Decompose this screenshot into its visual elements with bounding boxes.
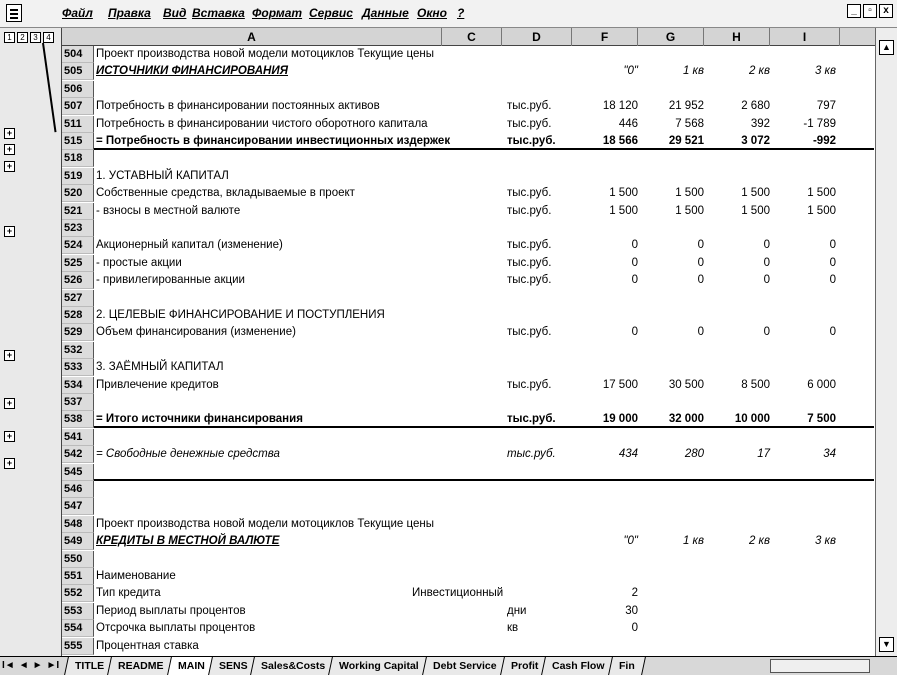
- cell-label[interactable]: 3. ЗАЁМНЫЙ КАПИТАЛ: [96, 361, 224, 374]
- sheet-tab-label: Profit: [510, 660, 539, 672]
- row-number[interactable]: 528: [62, 307, 94, 324]
- row-number[interactable]: 519: [62, 168, 94, 185]
- cell-value[interactable]: 1 500: [675, 187, 704, 200]
- tab-navigation: [2, 660, 59, 671]
- cell-label[interactable]: Наименование: [96, 570, 176, 582]
- cell-unit[interactable]: тыс.руб.: [507, 204, 552, 217]
- cell-unit[interactable]: тыс.руб.: [507, 378, 552, 391]
- column-header-h[interactable]: H: [704, 28, 770, 46]
- row-number[interactable]: 542: [62, 446, 94, 463]
- table-row: [62, 533, 874, 550]
- table-row: [62, 620, 874, 637]
- outline-expand-icon[interactable]: +: [4, 458, 15, 469]
- scroll-up-arrow-icon[interactable]: ▲: [879, 40, 894, 55]
- row-number[interactable]: 511: [62, 116, 94, 133]
- outline-level-button[interactable]: 2: [17, 32, 28, 43]
- restore-icon[interactable]: ▫: [863, 4, 877, 18]
- row-number[interactable]: 550: [62, 551, 94, 568]
- row-number[interactable]: 533: [62, 359, 94, 376]
- cell-value[interactable]: 0: [631, 622, 638, 635]
- cell-unit[interactable]: тыс.руб.: [507, 100, 552, 113]
- workbook-icon[interactable]: [6, 4, 22, 22]
- outline-expand-icon[interactable]: +: [4, 226, 15, 237]
- cell-value[interactable]: 10 000: [734, 413, 770, 426]
- cell-value[interactable]: 30 500: [668, 378, 704, 391]
- row-number[interactable]: 525: [62, 255, 94, 272]
- table-row: [62, 185, 874, 202]
- cell-value[interactable]: 0: [829, 274, 836, 287]
- cell-unit[interactable]: кв: [507, 622, 519, 635]
- menu-item[interactable]: Данные: [362, 6, 409, 20]
- cell-value[interactable]: 0: [763, 239, 770, 252]
- outline-level-button[interactable]: 4: [43, 32, 54, 43]
- cell-value[interactable]: 1 кв: [682, 65, 704, 78]
- row-number[interactable]: 538: [62, 411, 94, 428]
- cell-unit[interactable]: тыс.руб.: [507, 326, 552, 339]
- table-row: [62, 638, 874, 655]
- sheet-tab[interactable]: [608, 657, 646, 675]
- cell-value[interactable]: 1 500: [741, 204, 770, 217]
- cell-value[interactable]: 3 072: [741, 135, 770, 147]
- cell-value[interactable]: 29 521: [668, 135, 704, 147]
- cell-value[interactable]: 1 500: [609, 204, 638, 217]
- column-header-c[interactable]: C: [442, 28, 502, 46]
- cell-label[interactable]: Период выплаты процентов: [96, 604, 246, 617]
- row-number[interactable]: 546: [62, 481, 94, 498]
- cell-value[interactable]: 280: [684, 448, 704, 461]
- minimize-icon[interactable]: _: [847, 4, 861, 18]
- sheet-tab-label: Cash Flow: [552, 660, 605, 672]
- cell-value[interactable]: 0: [763, 256, 770, 269]
- row-number[interactable]: 521: [62, 203, 94, 220]
- row-number[interactable]: 547: [62, 498, 94, 515]
- cell-label[interactable]: = Свободные денежные средства: [96, 448, 280, 461]
- sheet-tab[interactable]: [328, 657, 430, 675]
- table-row: [62, 63, 874, 80]
- table-row: [62, 377, 874, 394]
- menu-item[interactable]: Файл: [62, 6, 93, 20]
- cell-value[interactable]: 0: [829, 239, 836, 252]
- cell-value[interactable]: 0: [697, 326, 704, 339]
- cell-label[interactable]: = Потребность в финансировании инвестиционных издержек: [96, 135, 451, 147]
- table-row: [62, 603, 874, 620]
- cell-value[interactable]: 8 500: [741, 378, 770, 391]
- cell-value[interactable]: 7 500: [807, 413, 836, 426]
- table-row: [62, 324, 874, 341]
- table-row: [62, 307, 874, 324]
- table-row: [62, 46, 874, 63]
- cell-value[interactable]: 1 500: [741, 187, 770, 200]
- table-row: [62, 394, 874, 411]
- table-row: [62, 203, 874, 220]
- row-number[interactable]: 549: [62, 533, 94, 550]
- cell-label[interactable]: - взносы в местной валюте: [96, 204, 241, 217]
- column-header-g[interactable]: G: [638, 28, 704, 46]
- row-number[interactable]: 523: [62, 220, 94, 237]
- table-row: [62, 446, 874, 463]
- outline-expand-icon[interactable]: +: [4, 350, 15, 361]
- outline-expand-icon[interactable]: +: [4, 128, 15, 139]
- cell-value[interactable]: 0: [697, 274, 704, 287]
- sheet-tab-label: Sales&Costs: [261, 660, 326, 672]
- scroll-down-arrow-icon[interactable]: ▼: [879, 637, 894, 652]
- table-row: [62, 464, 874, 481]
- cell-value[interactable]: 0: [763, 326, 770, 339]
- table-row: [62, 116, 874, 133]
- cell-label[interactable]: 1. УСТАВНЫЙ КАПИТАЛ: [96, 169, 229, 182]
- column-header-a[interactable]: A: [62, 28, 442, 46]
- table-row: [62, 220, 874, 237]
- row-number[interactable]: 532: [62, 342, 94, 359]
- cell-value[interactable]: 2 кв: [748, 65, 770, 78]
- cell-unit[interactable]: тыс.руб.: [507, 256, 552, 269]
- cell-value[interactable]: 34: [823, 448, 836, 461]
- row-number[interactable]: 541: [62, 429, 94, 446]
- outline-gutter: [0, 28, 62, 656]
- sheet-tab-label: Fin: [618, 660, 635, 672]
- spreadsheet-grid[interactable]: [62, 46, 874, 656]
- cell-value[interactable]: 2 кв: [748, 535, 770, 548]
- cell-value[interactable]: 0: [631, 239, 638, 252]
- cell-value[interactable]: 0: [631, 274, 638, 287]
- row-number[interactable]: 515: [62, 133, 94, 150]
- cell-label[interactable]: - простые акции: [96, 256, 182, 269]
- cell-value[interactable]: 0: [631, 326, 638, 339]
- cell-label[interactable]: Тип кредита: [96, 587, 161, 600]
- sheet-tab-label: SENS: [218, 660, 248, 672]
- row-number[interactable]: 555: [62, 638, 94, 655]
- cell-unit[interactable]: тыс.руб.: [507, 413, 556, 426]
- cell-label[interactable]: = Итого источники финансирования: [96, 413, 303, 426]
- sheet-tab[interactable]: [250, 657, 336, 675]
- cell-value[interactable]: 17 500: [602, 378, 638, 391]
- cell-value[interactable]: 21 952: [668, 100, 704, 113]
- cell-value[interactable]: 434: [618, 448, 638, 461]
- cell-value[interactable]: 30: [625, 604, 638, 617]
- table-row: [62, 150, 874, 167]
- table-row: [62, 81, 874, 98]
- cell-value[interactable]: "0": [623, 535, 638, 548]
- outline-expand-icon[interactable]: +: [4, 144, 15, 155]
- cell-value[interactable]: -992: [812, 135, 836, 147]
- cell-value[interactable]: 392: [750, 117, 770, 130]
- cell-unit[interactable]: тыс.руб.: [507, 187, 552, 200]
- row-number[interactable]: 537: [62, 394, 94, 411]
- row-number[interactable]: 552: [62, 585, 94, 602]
- row-number[interactable]: 551: [62, 568, 94, 585]
- cell-value[interactable]: -1 789: [803, 117, 836, 130]
- table-row: [62, 359, 874, 376]
- menu-item[interactable]: Правка: [108, 6, 151, 20]
- tab-nav-arrow-icon[interactable]: ►: [32, 660, 43, 671]
- cell-label[interactable]: Объем финансирования (изменение): [96, 326, 296, 339]
- cell-value[interactable]: 0: [631, 256, 638, 269]
- table-row: [62, 568, 874, 585]
- table-row: [62, 429, 874, 446]
- table-row: [62, 168, 874, 185]
- outline-bracket: [42, 43, 57, 132]
- cell-value[interactable]: 2: [631, 587, 638, 600]
- window-controls: [847, 4, 893, 18]
- outline-level-buttons: [4, 32, 54, 43]
- row-number[interactable]: 545: [62, 464, 94, 481]
- cell-value[interactable]: 17: [757, 448, 770, 461]
- sheet-tab-bar: [0, 656, 897, 675]
- menu-item[interactable]: Формат: [252, 6, 303, 20]
- sheet-tab[interactable]: [541, 657, 615, 675]
- table-row: [62, 290, 874, 307]
- cell-label[interactable]: 2. ЦЕЛЕВЫЕ ФИНАНСИРОВАНИЕ И ПОСТУПЛЕНИЯ: [96, 309, 385, 321]
- column-header-f[interactable]: F: [572, 28, 638, 46]
- row-number[interactable]: 534: [62, 377, 94, 394]
- cell-value[interactable]: 2 680: [741, 100, 770, 113]
- outline-level-button[interactable]: 3: [30, 32, 41, 43]
- outline-level-button[interactable]: 1: [4, 32, 15, 43]
- menu-item[interactable]: Вид: [163, 6, 187, 20]
- row-number[interactable]: 505: [62, 63, 94, 80]
- tab-nav-arrow-icon[interactable]: ►I: [46, 660, 60, 671]
- table-row: [62, 411, 874, 428]
- table-row: [62, 342, 874, 359]
- cell-unit[interactable]: тыс.руб.: [507, 117, 552, 130]
- row-number[interactable]: 520: [62, 185, 94, 202]
- cell-value[interactable]: "0": [623, 65, 638, 78]
- tab-nav-arrow-icon[interactable]: ◄: [18, 660, 29, 671]
- tab-nav-arrow-icon[interactable]: I◄: [2, 660, 15, 671]
- cell-value[interactable]: 1 500: [675, 204, 704, 217]
- menu-bar: [0, 0, 897, 28]
- cell-value[interactable]: 18 566: [602, 135, 638, 147]
- menu-item[interactable]: Окно: [417, 6, 447, 20]
- cell-label[interactable]: Потребность в финансировании постоянных активов: [96, 100, 380, 113]
- sheet-tabs: [70, 657, 643, 675]
- cell-label[interactable]: КРЕДИТЫ В МЕСТНОЙ ВАЛЮТЕ: [96, 535, 280, 548]
- table-row: [62, 255, 874, 272]
- close-icon[interactable]: x: [879, 4, 893, 18]
- row-number[interactable]: 504: [62, 46, 94, 63]
- cell-value[interactable]: 3 кв: [814, 535, 836, 548]
- menu-item[interactable]: Сервис: [309, 6, 353, 20]
- column-header-d[interactable]: D: [502, 28, 572, 46]
- sheet-tab-label: MAIN: [177, 660, 205, 672]
- cell-value[interactable]: 3 кв: [814, 65, 836, 78]
- cell-label[interactable]: Потребность в финансировании чистого оборотного капитала: [96, 117, 428, 130]
- cell-unit[interactable]: тыс.руб.: [507, 239, 552, 252]
- cell-value[interactable]: 797: [816, 100, 836, 113]
- row-number[interactable]: 506: [62, 81, 94, 98]
- outline-expand-icon[interactable]: +: [4, 431, 15, 442]
- cell-value[interactable]: 18 120: [602, 100, 638, 113]
- cell-value[interactable]: 0: [829, 326, 836, 339]
- sheet-tab-label: README: [118, 660, 164, 672]
- cell-value[interactable]: 1 500: [807, 187, 836, 200]
- table-row: [62, 481, 874, 498]
- row-number[interactable]: 507: [62, 98, 94, 115]
- table-row: [62, 237, 874, 254]
- row-number[interactable]: 529: [62, 324, 94, 341]
- cell-label[interactable]: - привилегированные акции: [96, 274, 245, 287]
- row-number[interactable]: 527: [62, 290, 94, 307]
- cell-label[interactable]: Акционерный капитал (изменение): [96, 239, 283, 252]
- table-row: [62, 272, 874, 289]
- row-number[interactable]: 554: [62, 620, 94, 637]
- cell-value[interactable]: 1 кв: [682, 535, 704, 548]
- menu-item[interactable]: Вставка: [192, 6, 245, 20]
- row-number[interactable]: 548: [62, 516, 94, 533]
- cell-value[interactable]: 6 000: [807, 378, 836, 391]
- table-row: [62, 585, 874, 602]
- cell-value[interactable]: 1 500: [807, 204, 836, 217]
- row-number[interactable]: 518: [62, 150, 94, 167]
- table-row: [62, 516, 874, 533]
- sheet-tab-label: Debt Service: [433, 660, 497, 672]
- cell-value[interactable]: 1 500: [609, 187, 638, 200]
- cell-label[interactable]: Проект производства новой модели мотоциклов Текущие цены: [96, 517, 434, 530]
- sheet-tab[interactable]: [422, 657, 507, 675]
- cell-value[interactable]: 19 000: [602, 413, 638, 426]
- cell-value[interactable]: 0: [697, 239, 704, 252]
- cell-value[interactable]: 7 568: [675, 117, 704, 130]
- cell-label[interactable]: Собственные средства, вкладываемые в проект: [96, 187, 355, 200]
- column-header: [62, 28, 882, 46]
- cell-unit[interactable]: тыс.руб.: [507, 274, 552, 287]
- sheet-tab[interactable]: [107, 657, 174, 675]
- cell-value[interactable]: 446: [618, 117, 638, 130]
- cell-unit[interactable]: тыс.руб.: [507, 135, 556, 147]
- row-number[interactable]: 526: [62, 272, 94, 289]
- cell-value[interactable]: 32 000: [668, 413, 704, 426]
- table-row: [62, 498, 874, 515]
- table-row: [62, 551, 874, 568]
- column-header-i[interactable]: I: [770, 28, 840, 46]
- cell-value[interactable]: 0: [829, 256, 836, 269]
- vertical-scrollbar[interactable]: [875, 28, 897, 656]
- menu-item[interactable]: ?: [457, 6, 465, 20]
- row-number[interactable]: 553: [62, 603, 94, 620]
- cell-c[interactable]: Инвестиционный: [412, 587, 504, 600]
- cell-label[interactable]: Отсрочка выплаты процентов: [96, 622, 256, 635]
- horizontal-scrollbar[interactable]: [770, 659, 870, 673]
- cell-label[interactable]: Привлечение кредитов: [96, 378, 219, 391]
- outline-expand-icon[interactable]: +: [4, 398, 15, 409]
- cell-label[interactable]: ИСТОЧНИКИ ФИНАНСИРОВАНИЯ: [96, 65, 288, 78]
- outline-expand-icon[interactable]: +: [4, 161, 15, 172]
- sheet-tab-label: Working Capital: [339, 660, 420, 672]
- cell-label[interactable]: Процентная ставка: [96, 639, 199, 652]
- table-row: [62, 133, 874, 150]
- cell-label[interactable]: Проект производства новой модели мотоциклов Текущие цены: [96, 48, 434, 60]
- cell-value[interactable]: 0: [697, 256, 704, 269]
- cell-unit[interactable]: дни: [507, 604, 527, 617]
- row-number[interactable]: 524: [62, 237, 94, 254]
- cell-unit[interactable]: тыс.руб.: [507, 448, 556, 461]
- sheet-tab-label: TITLE: [75, 660, 105, 672]
- cell-value[interactable]: 0: [763, 274, 770, 287]
- table-row: [62, 98, 874, 115]
